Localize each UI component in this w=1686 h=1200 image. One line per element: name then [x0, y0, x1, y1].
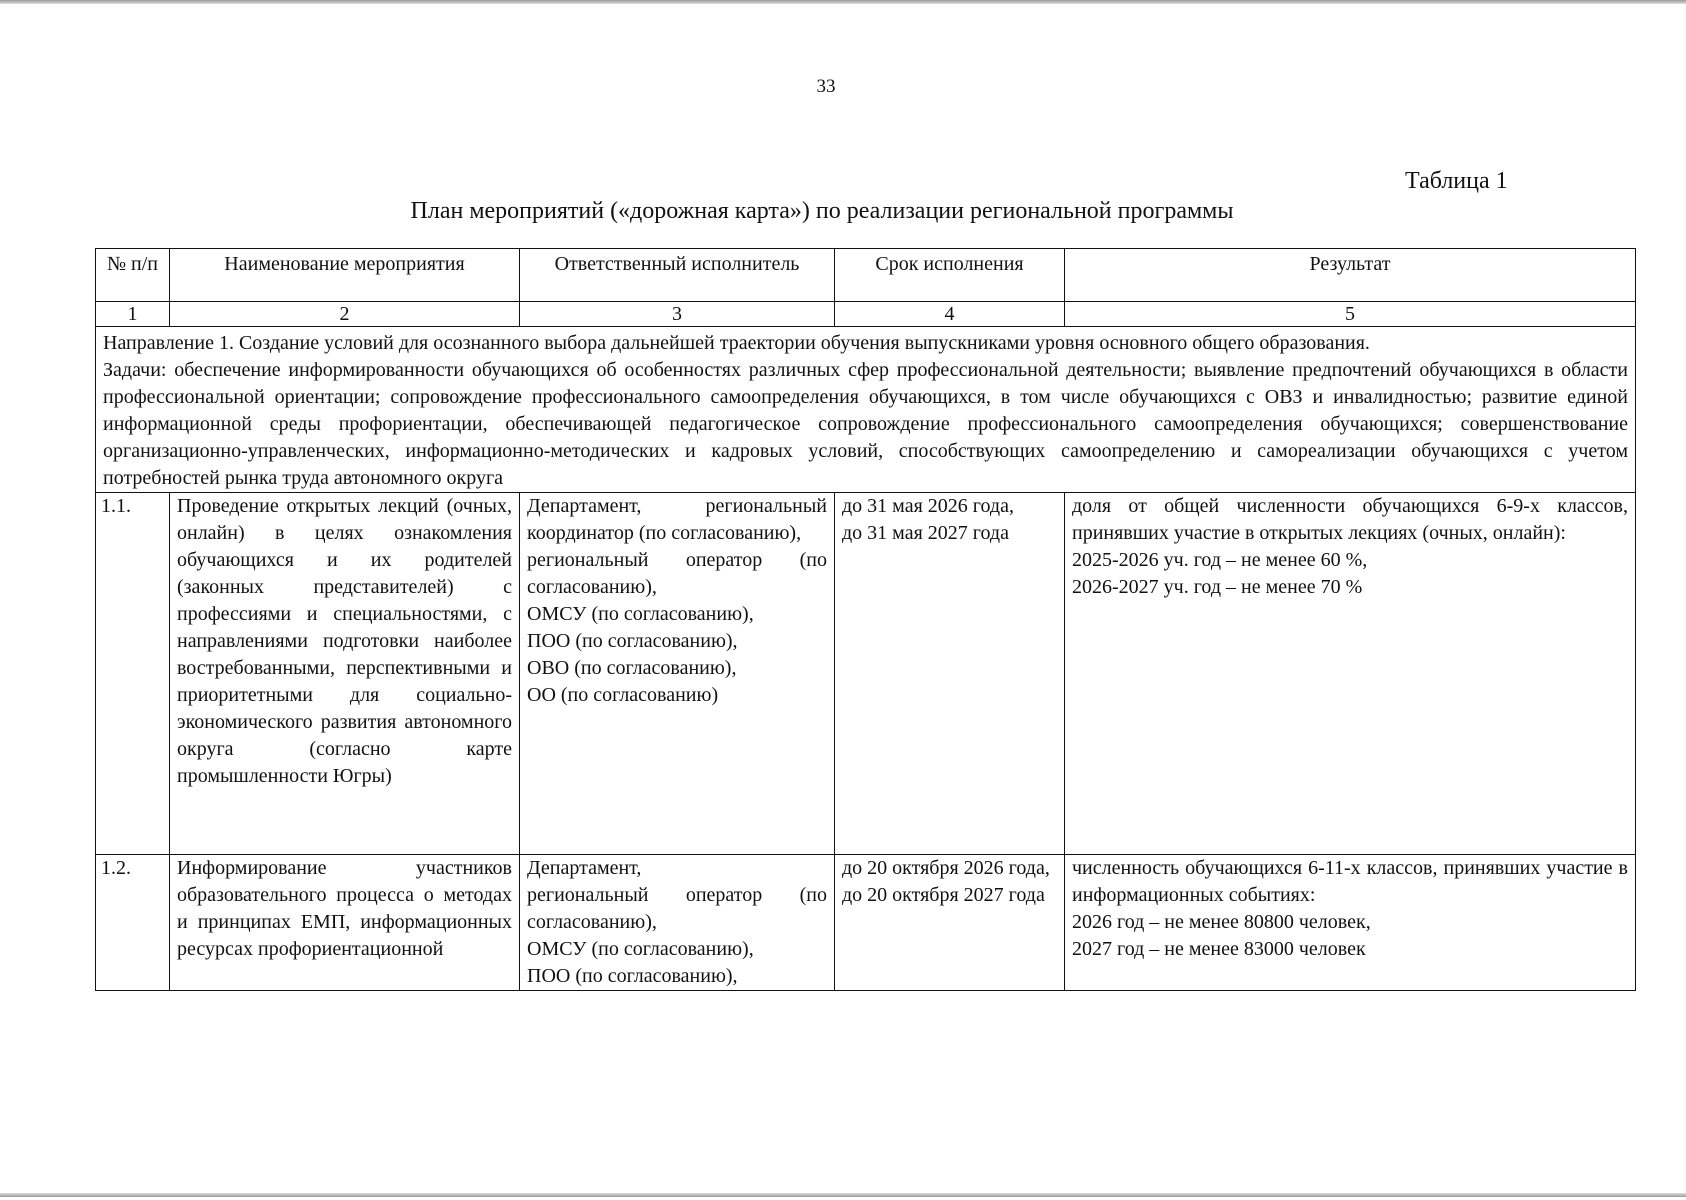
event-name: Информирование участников образовательного процесса о методах и принципах ЕМП, информационных ресурсах профориентационной	[170, 855, 520, 991]
header-deadline: Срок исполнения	[835, 249, 1065, 302]
section-direction: Направление 1. Создание условий для осознанного выбора дальнейшей траектории обучения выпускниками уровня основного общего образования.	[103, 332, 1370, 354]
header-number: № п/п	[96, 249, 170, 302]
deadline-line: до 20 октября 2026 года,	[842, 857, 1050, 879]
event-result	[1065, 493, 1636, 855]
row-number: 1.2.	[96, 855, 170, 991]
scan-edge-top	[0, 0, 1686, 4]
column-number: 3	[520, 302, 835, 327]
result-line: 2026 год – не менее 80800 человек,	[1072, 911, 1371, 933]
table-row	[96, 493, 1636, 855]
table-row	[96, 855, 1636, 991]
table-label: Таблица 1	[1405, 168, 1508, 194]
header-row	[96, 249, 1636, 302]
event-executor	[520, 493, 835, 855]
scan-edge-bottom	[0, 1193, 1686, 1197]
row-number: 1.1.	[96, 493, 170, 855]
result-line: 2026-2027 уч. год – не менее 70 %	[1072, 576, 1363, 598]
column-number: 2	[170, 302, 520, 327]
executor-line: ОМСУ (по согласованию),	[527, 603, 754, 625]
event-deadline	[835, 493, 1065, 855]
header-result: Результат	[1065, 249, 1636, 302]
result-line: доля от общей численности обучающихся 6-9-х классов, принявших участие в открытых лекциях (очных, онлайн):	[1072, 495, 1628, 544]
column-number: 1	[96, 302, 170, 327]
event-name: Проведение открытых лекций (очных, онлайн) в целях ознакомления обучающихся и их родителей (законных представителей) с профессиями и специальностями, с направлениями подготовки наиболее востребованными, перспективными и приоритетными для социально-экономического развития автономного округа (согласно карте промышленности Югры)	[170, 493, 520, 855]
executor-line: региональный оператор (по согласованию),	[527, 884, 827, 933]
result-line: 2025-2026 уч. год – не менее 60 %,	[1072, 549, 1368, 571]
deadline-line: до 31 мая 2027 года	[842, 522, 1009, 544]
section-cell	[96, 327, 1636, 493]
page-number: 33	[816, 76, 836, 97]
deadline-line: до 20 октября 2027 года	[842, 884, 1045, 906]
column-number: 4	[835, 302, 1065, 327]
executor-line: ОО (по согласованию)	[527, 684, 719, 706]
document-title: План мероприятий («дорожная карта») по реализации региональной программы	[410, 198, 1234, 224]
event-result	[1065, 855, 1636, 991]
roadmap-table	[95, 248, 1636, 991]
header-executor: Ответственный исполнитель	[520, 249, 835, 302]
header-name: Наименование мероприятия	[170, 249, 520, 302]
event-deadline	[835, 855, 1065, 991]
executor-line: региональный оператор (по согласованию),	[527, 549, 827, 598]
executor-line: ПОО (по согласованию),	[527, 965, 738, 987]
deadline-line: до 31 мая 2026 года,	[842, 495, 1014, 517]
executor-line: ОМСУ (по согласованию),	[527, 938, 754, 960]
executor-line: Департамент, региональный координатор (по согласованию),	[527, 495, 827, 544]
executor-line: ОВО (по согласованию),	[527, 657, 737, 679]
executor-line: Департамент,	[527, 857, 642, 879]
result-line: 2027 год – не менее 83000 человек	[1072, 938, 1366, 960]
result-line: численность обучающихся 6-11-х классов, принявших участие в информационных событиях:	[1072, 857, 1628, 906]
column-number-row	[96, 302, 1636, 327]
section-row	[96, 327, 1636, 493]
column-number: 5	[1065, 302, 1636, 327]
executor-line: ПОО (по согласованию),	[527, 630, 738, 652]
section-tasks: Задачи: обеспечение информированности обучающихся об особенностях различных сфер профессиональной деятельности; выявление предпочтений обучающихся в области профессиональной ориентации; сопровождение профессионального самоопределения обучающихся, в том числе обучающихся с ОВЗ и инвалидностью; развитие единой информационной среды профориентации, обеспечивающей педагогическое сопровождение профессионального самоопределения обучающихся; совершенствование организационно-управленческих, информационно-методических и кадровых условий, способствующих самоопределению и самореализации обучающихся с учетом потребностей рынка труда автономного округа	[103, 359, 1628, 489]
event-executor	[520, 855, 835, 991]
